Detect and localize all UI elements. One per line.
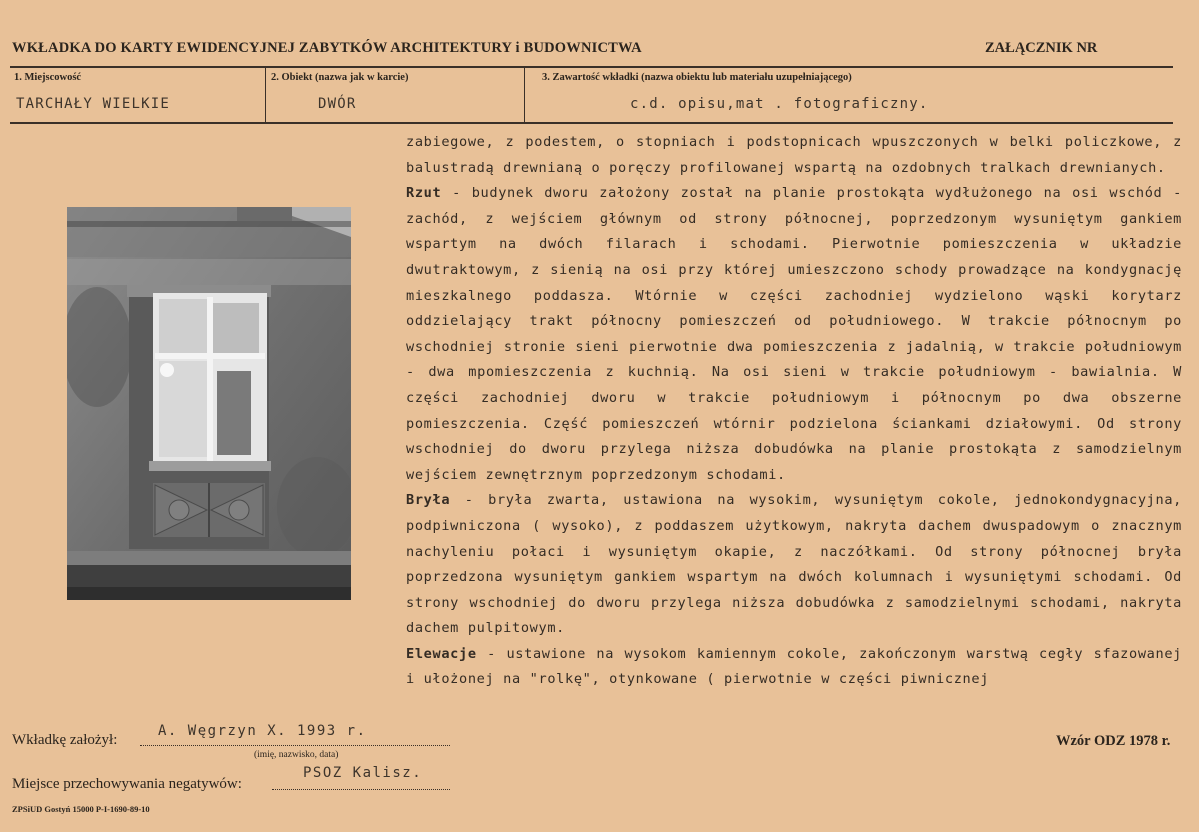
description-paragraph xyxy=(406,642,1182,693)
description-paragraph xyxy=(406,181,1182,488)
attachment-number-label: ZAŁĄCZNIK NR xyxy=(985,40,1098,56)
field-divider-2 xyxy=(524,67,525,122)
object-label: 2. Obiekt (nazwa jak w karcie) xyxy=(271,72,409,83)
object-value: DWÓR xyxy=(318,96,357,112)
section-text: - budynek dworu założony został na planie prostokąta wydłużonego na osi wschód - zachód, z wejściem głównym od strony północnej, poprzedzonym wysuniętym gankiem wspartym na dwóch filarach i schodami. Pierwotnie pomieszczenia w układzie dwutraktowym, z sienią na osi przy której umieszczono schody prowadzące na kondygnację mieszkalnego poddasza. Wtórnie w części zachodniej wydzielono wąski korytarz oddzielający trakt północny pomieszczeń od południowego. W trakcie północnym po wschodniej stronie sieni pierwotnie dwa pomieszczenia z jadalnią, w trakcie południowym - dwa mpomieszczenia z kuchnią. Na osi sieni w trakcie południowym - bawialnia. W części zachodniej dworu w trakcie południowym i północnym po dwa obszerne pomieszczenia. Część pomieszczeń wtórnir podzielona ściankami działowymi. Od strony wschodniej do dworu przylega niższa dobudówka na planie prostokąta z samodzielnym wejściem zewnętrznym poprzedzonym schodami. xyxy=(406,185,1182,483)
section-heading: Rzut xyxy=(406,185,442,202)
section-text: - bryła zwarta, ustawiona na wysokim, wysuniętym cokole, jednokondygnacyjna, podpiwniczona ( wysoko), z poddaszem użytkowym, nakryta dachem dwuspadowym o znacznym nachyleniu połaci i wysuniętym okapie, z naczółkami. Od strony północnej bryła poprzedzona wysuniętym gankiem wspartym na dwóch kolumnach i wysuniętymi schodami. Od strony wschodniej do dworu przylega niższa dobudówka z samodzielnymi schodami, nakryta dachem pulpitowym. xyxy=(406,492,1182,637)
header-rule xyxy=(10,66,1173,68)
storage-label: Miejsce przechowywania negatywów: xyxy=(12,776,242,792)
author-value: A. Węgrzyn X. 1993 r. xyxy=(158,723,367,739)
form-model: Wzór ODZ 1978 r. xyxy=(1056,733,1171,749)
window-facade-photo xyxy=(67,207,351,600)
fields-bottom-rule xyxy=(10,122,1173,124)
section-text: - ustawione na wysokom kamiennym cokole, zakończonym warstwą cegły sfazowanej i ułożonej na "rolkę", otynkowane ( pierwotnie w części piwnicznej xyxy=(406,645,1182,688)
contents-label: 3. Zawartość wkładki (nazwa obiektu lub materiału uzupełniającego) xyxy=(542,72,852,83)
author-dotted-line xyxy=(140,745,450,746)
storage-dotted-line xyxy=(272,789,450,790)
description-paragraph: zabiegowe, z podestem, o stopniach i podstopnicach wpuszczonych w belki policzkowe, z balustradą drewnianą o poręczy profilowanej wspartą na ozdobnych tralkach drewnianych. xyxy=(406,134,1182,176)
section-heading: Bryła xyxy=(406,492,451,509)
author-label: Wkładkę założył: xyxy=(12,732,118,748)
storage-value: PSOZ Kalisz. xyxy=(303,765,423,781)
field-divider-1 xyxy=(265,67,266,122)
print-info: ZPSiUD Gostyń 15000 P-I-1690-89-10 xyxy=(12,804,150,814)
author-hint: (imię, nazwisko, data) xyxy=(254,750,339,760)
locality-value: TARCHAŁY WIELKIE xyxy=(16,96,171,112)
description-paragraph xyxy=(406,488,1182,642)
section-heading: Elewacje xyxy=(406,645,477,662)
description-text xyxy=(406,130,1182,693)
sheet-title: WKŁADKA DO KARTY EWIDENCYJNEJ ZABYTKÓW ARCHITEKTURY i BUDOWNICTWA xyxy=(12,40,642,56)
contents-value: c.d. opisu,mat . fotograficzny. xyxy=(630,96,929,112)
locality-label: 1. Miejscowość xyxy=(14,72,82,83)
